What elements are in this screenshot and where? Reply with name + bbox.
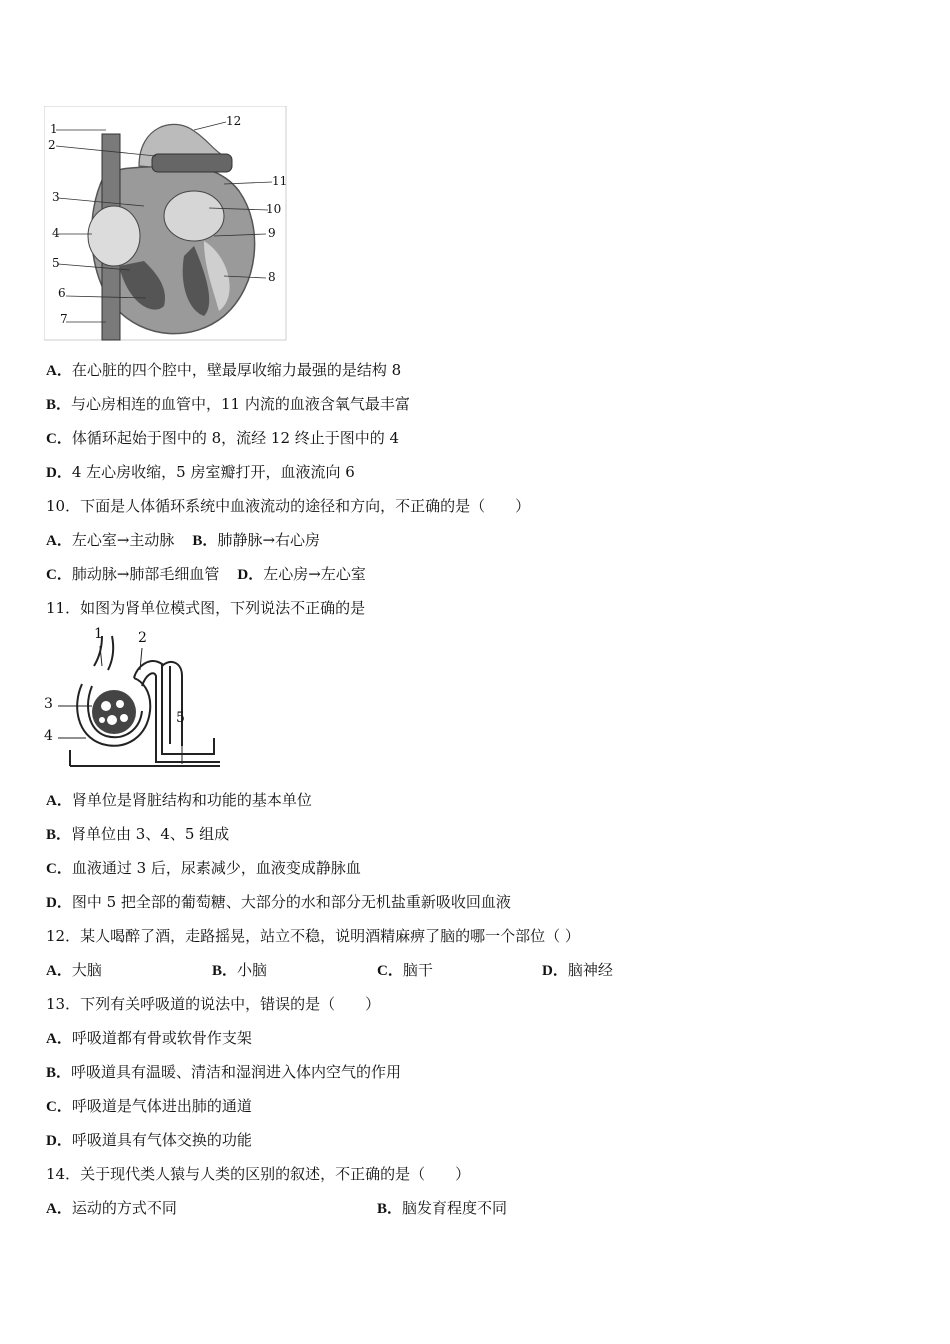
- q13-option-b: [46, 1062, 401, 1083]
- q12-option-d-letter: D．: [542, 963, 568, 979]
- q14-stem: 14．关于现代类人猿与人类的区别的叙述，不正确的是（ ）: [46, 1165, 471, 1183]
- heart-label-8: 8: [268, 270, 276, 284]
- q11-option-a-letter: A．: [46, 793, 72, 809]
- q13-option-a: [46, 1028, 252, 1049]
- q10-stem: 10．下面是人体循环系统中血液流动的途径和方向，不正确的是（ ）: [46, 497, 531, 515]
- q13-option-c-text: 呼吸道是气体进出肺的通道: [71, 1097, 252, 1115]
- nephron-label-1: 1: [94, 626, 103, 642]
- nephron-label-2: 2: [138, 630, 147, 646]
- nephron-label-3: 3: [44, 696, 53, 712]
- q10-option-c-text: 肺动脉→肺部毛细血管: [71, 565, 220, 583]
- q13-option-a-text: 呼吸道都有骨或软骨作支架: [71, 1029, 252, 1047]
- q11-option-c: [46, 858, 361, 879]
- q9-option-a: [46, 360, 401, 381]
- q14-option-b-text: 脑发育程度不同: [402, 1199, 508, 1217]
- q11-option-d-text: 图中 5 把全部的葡萄糖、大部分的水和部分无机盐重新吸收回血液: [71, 893, 511, 911]
- q13-option-c-letter: C．: [46, 1099, 72, 1115]
- q11-option-a: [46, 790, 312, 811]
- q11-option-c-text: 血液通过 3 后，尿素减少，血液变成静脉血: [71, 859, 361, 877]
- q10-option-b-letter: B．: [192, 533, 218, 549]
- q9-option-d: [46, 462, 355, 483]
- q12-option-d-text: 脑神经: [567, 961, 613, 979]
- heart-label-4: 4: [52, 226, 60, 240]
- q12-option-c-text: 脑干: [402, 961, 433, 979]
- q12-option-a-letter: A．: [46, 963, 72, 979]
- q12-option-b-letter: B．: [212, 963, 238, 979]
- q9-option-c-letter: C．: [46, 431, 72, 447]
- q13-option-d-letter: D．: [46, 1133, 72, 1149]
- q10-options-cd: [46, 564, 366, 585]
- q10-option-a-letter: A．: [46, 533, 72, 549]
- heart-label-3: 3: [52, 190, 60, 204]
- q9-option-b: [46, 394, 410, 415]
- heart-label-7: 7: [60, 312, 68, 326]
- q13-option-c: [46, 1096, 252, 1117]
- q11-option-b: [46, 824, 229, 845]
- q9-option-d-text: 4 左心房收缩，5 房室瓣打开，血液流向 6: [71, 463, 355, 481]
- nephron-diagram-svg: [42, 626, 222, 782]
- q13-option-b-text: 呼吸道具有温暖、清洁和湿润进入体内空气的作用: [71, 1063, 402, 1081]
- q11-option-d-letter: D．: [46, 895, 72, 911]
- q13-stem: 13．下列有关呼吸道的说法中，错误的是（ ）: [46, 995, 381, 1013]
- q12-option-c-letter: C．: [377, 963, 403, 979]
- nephron-diagram: [42, 626, 222, 782]
- heart-label-2: 2: [48, 138, 56, 152]
- heart-label-1: 1: [50, 122, 58, 136]
- q14-option-b-letter: B．: [377, 1201, 403, 1217]
- q12-option-a-text: 大脑: [71, 961, 102, 979]
- heart-diagram: [44, 106, 288, 342]
- q11-option-a-text: 肾单位是肾脏结构和功能的基本单位: [71, 791, 312, 809]
- heart-label-12: 12: [226, 114, 242, 128]
- heart-diagram-svg: [44, 106, 288, 342]
- q9-option-d-letter: D．: [46, 465, 72, 481]
- heart-label-9: 9: [268, 226, 276, 240]
- q11-option-b-text: 肾单位由 3、4、5 组成: [71, 825, 230, 843]
- q11-option-c-letter: C．: [46, 861, 72, 877]
- q11-stem: 11．如图为肾单位模式图，下列说法不正确的是: [46, 599, 366, 617]
- q12-option-c: [377, 960, 433, 981]
- q10-option-a-text: 左心室→主动脉: [71, 531, 175, 549]
- q14-option-a-text: 运动的方式不同: [71, 1199, 177, 1217]
- nephron-label-4: 4: [44, 728, 53, 744]
- q9-option-a-text: 在心脏的四个腔中，壁最厚收缩力最强的是结构 8: [71, 361, 402, 379]
- q9-option-c-text: 体循环起始于图中的 8，流经 12 终止于图中的 4: [71, 429, 400, 447]
- q12-stem: 12．某人喝醉了酒，走路摇晃，站立不稳，说明酒精麻痹了脑的哪一个部位（ ）: [46, 927, 580, 945]
- q13-option-a-letter: A．: [46, 1031, 72, 1047]
- q10-option-c-letter: C．: [46, 567, 72, 583]
- q9-option-b-text: 与心房相连的血管中，11 内流的血液含氧气最丰富: [71, 395, 410, 413]
- nephron-label-5: 5: [176, 710, 185, 726]
- q10-options-ab: [46, 530, 320, 551]
- q11-option-b-letter: B．: [46, 827, 72, 843]
- q9-option-c: [46, 428, 399, 449]
- q12-option-a: [46, 960, 102, 981]
- heart-label-5: 5: [52, 256, 60, 270]
- q9-option-a-letter: A．: [46, 363, 72, 379]
- q12-option-b: [212, 960, 267, 981]
- heart-label-6: 6: [58, 286, 66, 300]
- q14-option-a-letter: A．: [46, 1201, 72, 1217]
- q13-option-b-letter: B．: [46, 1065, 72, 1081]
- q10-option-d-text: 左心房→左心室: [263, 565, 366, 583]
- q10-option-d-letter: D．: [237, 567, 264, 583]
- heart-label-10: 10: [266, 202, 282, 216]
- q14-option-b: [377, 1198, 507, 1219]
- q10-option-b-text: 肺静脉→右心房: [217, 531, 321, 549]
- q13-option-d-text: 呼吸道具有气体交换的功能: [71, 1131, 252, 1149]
- q11-option-d: [46, 892, 511, 913]
- heart-label-11: 11: [272, 174, 288, 188]
- q9-option-b-letter: B．: [46, 397, 72, 413]
- q12-option-d: [542, 960, 613, 981]
- q12-option-b-text: 小脑: [237, 961, 268, 979]
- q14-option-a: [46, 1198, 177, 1219]
- q13-option-d: [46, 1130, 252, 1151]
